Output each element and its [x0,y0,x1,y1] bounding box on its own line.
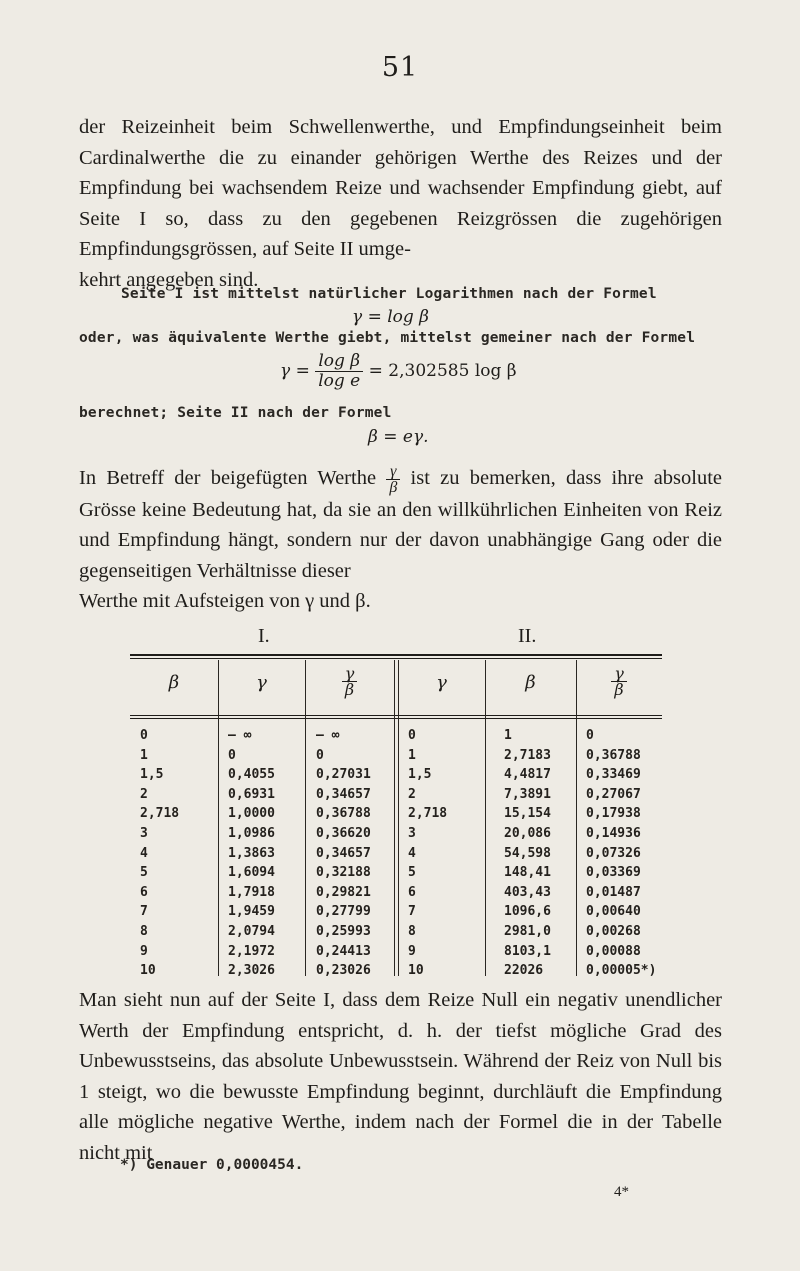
table-cell: 8 [140,923,148,939]
table-cell: 1096,6 [504,904,551,920]
table-cell: 0 [316,747,324,763]
table-cell: 0,14936 [586,825,641,841]
table-cell: 0,25993 [316,923,371,939]
table-cell: 1,7918 [228,884,275,900]
table-cell: 0,03369 [586,865,641,881]
table-header-beta: β [168,672,180,693]
signature-mark: 4* [614,1184,629,1200]
table-cell: 0,6931 [228,786,275,802]
table-cell: 7 [408,904,416,920]
formula-common-log-lhs: γ = [280,361,310,381]
table-cell: 0,27799 [316,904,371,920]
formula-exponential: β = eγ. [368,427,429,447]
table-cell: 0,33469 [586,767,641,783]
table-cell: 0,17938 [586,806,641,822]
formula-common-log-rhs: = 2,302585 log β [368,361,517,381]
table-cell: 1,3863 [228,845,275,861]
table-column-i-ratio [316,726,371,981]
footnote: *) Genauer 0,0000454. [120,1157,304,1173]
table-cell: 4,4817 [504,767,551,783]
paragraph-discussion-text: Man sieht nun auf der Seite I, dass dem Reize Null ein negativ unendlicher Werth der Empfindung entspricht, d. h. der tiefst mögliche Grad des Unbewusstseins, das absolute Unbewusstsein. Während der Reiz von Null bis 1 steigt, wo die bewusste Empfindung beginnt, durchläuft die Empfindung alle mögliche negative Werthe, indem nach der Formel die in der Tabelle nicht mit [79,989,722,1164]
table-cell: — ∞ [316,728,340,743]
fraction-numerator: log β [315,352,363,372]
table-cell: 4 [140,845,148,861]
formula-common-log-fraction [315,352,363,391]
page-number: 51 [381,52,419,83]
table-header-rule [130,715,662,716]
table-cell: 7 [140,904,148,920]
table-cell: 20,086 [504,825,551,841]
table-cell: 2981,0 [504,923,551,939]
fraction-denominator: log e [318,371,361,391]
table-cell: 2,718 [408,806,448,822]
table-cell: 148,41 [504,865,551,881]
table-cell: 5 [140,865,148,881]
paragraph-intro-text: der Reizeinheit beim Schwellenwerthe, und Empfindungseinheit beim Cardinalwerthe die zu einander gehörigen Werthe des Reizes und der Empfindung bei wachsendem Reize und wachsender Empfindung giebt, auf Seite I so, dass zu den gegebenen Reizgrössen die zugehörigen Empfindungsgrössen, auf Seite II umge- [79,116,722,260]
table-cell: 1 [408,747,416,763]
table-cell: 8 [408,923,416,939]
table-cell: 0,36620 [316,825,371,841]
table-header-gamma: γ [256,672,267,693]
table-column-i-gamma [228,726,275,981]
table-cell: 9 [408,943,416,959]
ratio-fraction-num: γ [386,464,400,480]
table-column-ii-ratio [586,726,656,981]
table-cell: 0,36788 [316,806,371,822]
table-cell: 0,00268 [586,923,641,939]
paragraph-ratio-last-line: Werthe mit Aufsteigen von γ und β. [79,590,371,613]
table-header-ratio-fraction: $\frac{\gamma}{\beta}$ [342,666,358,697]
table-cell: 0,24413 [316,943,371,959]
table-cell: 1,9459 [228,904,275,920]
table-cell: 0,27031 [316,767,371,783]
table-header-ratio-ii-fraction: $\frac{\gamma}{\beta}$ [611,666,627,697]
table-cell: 3 [408,825,416,841]
paragraph-ratio-remark [79,463,722,617]
table-header-ratio [305,666,394,697]
note-exponential: berechnet; Seite II nach der Formel [79,405,392,421]
table-cell: 1,0000 [228,806,275,822]
table-header-beta-ii: β [525,672,536,693]
table-cell: 0 [408,728,416,743]
table-cell: 0 [586,728,594,743]
paragraph-ratio-text-b: ist zu bemerken, dass ihre absolute Grösse keine Bedeutung hat, da sie an den willkührlichen Einheiten von Reiz und Empfindung hängt, sondern nur der davon unabhängige Gang oder die gegenseitigen Verhältnisse dieser [79,467,723,582]
table-cell: 1,0986 [228,825,275,841]
table-cell: 1,5 [408,767,432,783]
table-column-i-beta [140,726,179,981]
table-cell: 1,5 [140,767,164,783]
table-cell: 0,27067 [586,786,641,802]
note-natural-log: Seite I ist mittelst natürlicher Logarithmen nach der Formel [121,286,657,302]
table-cell: 9 [140,943,148,959]
table-cell: 0 [140,728,148,743]
table-cell: 15,154 [504,806,551,822]
table-cell: 22026 [504,963,544,979]
table-cell: 403,43 [504,884,551,900]
table-top-rule [130,654,662,656]
table-cell: 1 [504,728,512,743]
table-cell: 10 [140,963,156,979]
table-cell: 4 [408,845,416,861]
table-cell: 0,29821 [316,884,371,900]
table-cell: 2,718 [140,806,180,822]
table-cell: 3 [140,825,148,841]
table-cell: 0,34657 [316,845,371,861]
ratio-fraction-den: β [389,478,398,496]
table-cell: 1 [140,747,148,763]
table-header-gamma-ii: γ [436,672,447,693]
table-header-ratio-ii [576,666,662,697]
formula-natural-log: γ = log β [352,307,429,327]
table-top-rule-2 [130,658,662,659]
table-cell: 6 [140,884,148,900]
table-cell: 8103,1 [504,943,551,959]
table-cell: 0,00005*) [586,963,657,979]
table-cell: 10 [408,963,424,979]
table-cell: 2 [408,786,416,802]
table-column-divider [398,660,399,976]
table-cell: 0,00088 [586,943,641,959]
paragraph-intro [79,112,722,295]
table-column-divider [485,660,486,976]
paragraph-ratio-text-a: In Betreff der beigefügten Werthe [79,467,377,489]
table-side-label-i: I. [258,625,270,647]
table-cell: 5 [408,865,416,881]
ratio-fraction [386,464,400,495]
table-column-divider [218,660,219,976]
table-cell: 2,0794 [228,923,275,939]
table-column-divider [305,660,306,976]
table-column-divider [394,660,395,976]
table-side-label-ii: II. [518,625,537,647]
table-cell: 1,6094 [228,865,275,881]
table-cell: 0 [228,747,236,763]
paragraph-intro-last-line: kehrt angegeben sind. [79,268,259,291]
table-cell: 0,32188 [316,865,371,881]
table-cell: 2,7183 [504,747,551,763]
table-cell: 0,23026 [316,963,371,979]
table-cell: 0,4055 [228,767,275,783]
table-cell: 6 [408,884,416,900]
table-cell: 54,598 [504,845,551,861]
table-column-ii-gamma [408,726,447,981]
table-cell: 0,07326 [586,845,641,861]
table-column-divider [576,660,577,976]
table-column-ii-beta [504,726,551,981]
note-common-log: oder, was äquivalente Werthe giebt, mittelst gemeiner nach der Formel [79,330,696,346]
table-cell: 0,36788 [586,747,641,763]
table-cell: 0,01487 [586,884,641,900]
table-cell: 7,3891 [504,786,551,802]
table-cell: — ∞ [228,728,252,743]
table-cell: 2,1972 [228,943,275,959]
table-cell: 0,34657 [316,786,371,802]
table-cell: 2 [140,786,148,802]
formula-common-log [280,352,517,391]
paragraph-discussion [79,985,722,1168]
table-cell: 0,00640 [586,904,641,920]
table-cell: 2,3026 [228,963,275,979]
table-header-rule-2 [130,718,662,719]
